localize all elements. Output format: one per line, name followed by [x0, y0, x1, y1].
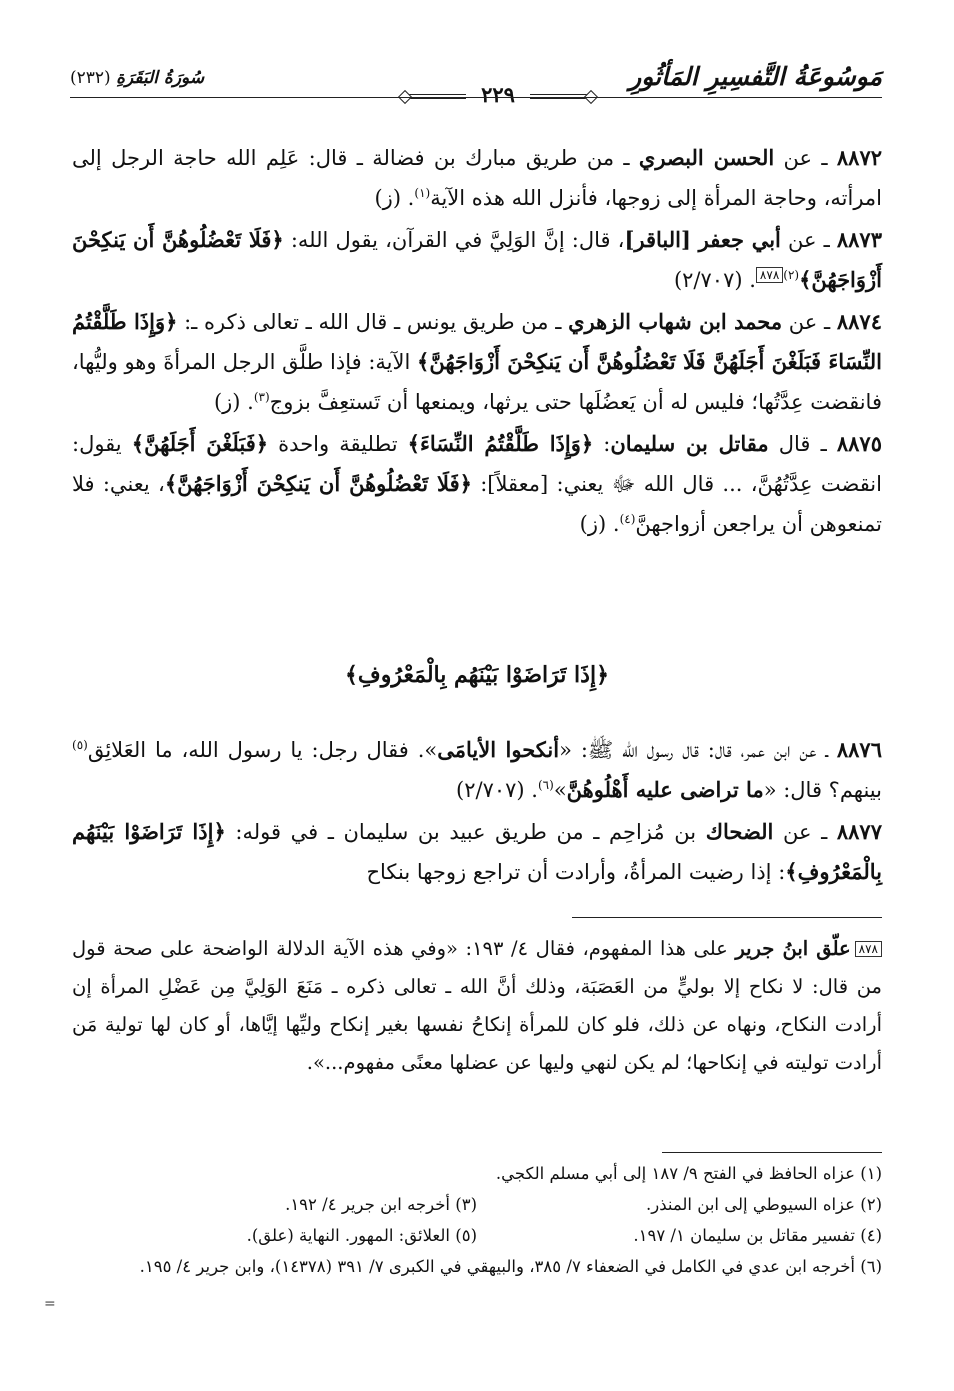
narration-text: : إذا رضيت المرأةُ، وأرادت أن تراجع زوجها بنكاح [366, 860, 786, 884]
narration-text: الآية: فإذا طلَّق الرجل المرأةَ وهو وليُّها، فانقضت عِدَّتُها؛ فليس له أن يَعضُلَها حتى يرثها، ويمنعها أن تَستعِفَّ بزوج [72, 350, 882, 414]
footnotes [72, 1158, 882, 1282]
narration-text: ـ عن [774, 146, 837, 170]
narration-text: ـ عن ابن عمر، قال: قال رسول الله ﷺ: « [559, 738, 837, 762]
narration-text: ، يعني: فلا تمنعوهن أن يراجعن أزواجهنَّ [72, 472, 882, 536]
margin-mark: = [44, 1296, 56, 1312]
main-text-continued [72, 730, 882, 894]
narration-8873 [72, 220, 882, 300]
narration-text: ـ قال [768, 432, 837, 456]
commentary-ref[interactable]: ٨٧٨ [756, 267, 783, 283]
ayah-range: (٢٣٢) [70, 68, 111, 88]
page-number: ٢٢٩ [470, 82, 526, 107]
footnote-row [72, 1220, 882, 1251]
narrator-name: الضحاك [705, 819, 774, 844]
narration-end: . (ز) [374, 186, 415, 210]
footnote-row [72, 1189, 882, 1220]
commentary-number: ٨٧٨ [855, 941, 882, 957]
footnote-ref[interactable]: (٣) [253, 390, 270, 404]
quran-quote: ﴿فَبَلَغْنَ أَجَلَهُنَّ﴾ [131, 431, 269, 456]
narration-text: : [593, 432, 611, 456]
quran-quote: ﴿فَلَا تَعْضُلُوهُنَّ أَن يَنكِحْنَ أَزْوَاجَهُنَّ﴾ [164, 471, 472, 496]
narration-8874 [72, 302, 882, 422]
narration-end: . (ز) [213, 390, 254, 414]
volume-reference: (٢/٧٠٧) [673, 268, 743, 292]
narration-text: ـ عن [773, 820, 837, 844]
narrator-name: الحسن البصري [638, 145, 775, 170]
narration-text: بن مُزاحِم ـ من طريق عبيد بن سليمان ـ في قوله: [225, 820, 706, 844]
footnote-ref[interactable]: (٦) [537, 778, 554, 792]
narration-text: ـ من طريق يونس ـ قال الله ـ تعالى ذكره ـ: [177, 310, 569, 334]
main-text [72, 138, 882, 546]
narration-number: ٨٨٧٤ [836, 309, 882, 334]
verse-heading: ﴿إِذَا تَرَاضَوْا بَيْنَهُم بِالْمَعْرُوفِ﴾ [345, 662, 609, 688]
hadith-quote: ما تراضى عليه أَهْلُوهُنَّ [566, 777, 764, 802]
commentary-rule [572, 917, 882, 918]
narrator-name: محمد ابن شهاب الزهري [568, 309, 783, 334]
footnotes-rule [662, 1152, 882, 1153]
narration-text: يقول: انقضت عِدَّتُهُنَّ، ... قال الله ﷻ يعني: [معقلاً]: [72, 432, 882, 496]
commentator-name: علّق ابنُ جرير [735, 937, 851, 960]
quran-quote: ﴿وَإِذَا طَلَّقْتُمُ النِّسَاءَ﴾ [407, 431, 594, 456]
narration-text: ـ عن [782, 310, 837, 334]
narrator-name: مقاتل بن سليمان [610, 431, 769, 456]
footnote-2: (٢) عزاه السيوطي إلى ابن المنذر. [646, 1195, 882, 1214]
narration-text: ـ عن [780, 228, 837, 252]
quran-quote: ﴿إِذَا تَرَاضَوْا بَيْنَهُم بِالْمَعْرُوفِ﴾ [72, 819, 882, 884]
footnote-row [72, 1158, 882, 1189]
footnote-ref[interactable]: (٥) [72, 738, 88, 752]
surah-name: سُورَةُ البَقَرَةِ [116, 68, 205, 88]
narration-text: بينهم؟ قال: « [763, 778, 882, 802]
footnote-4: (٤) تفسير مقاتل بن سليمان ١/ ١٩٧. [633, 1226, 882, 1245]
narration-end: . [742, 268, 756, 292]
footnote-3: (٣) أخرجه ابن جرير ٤/ ١٩٢. [285, 1195, 477, 1214]
commentary-block [72, 930, 882, 1082]
footnote-ref[interactable]: (٤) [619, 512, 636, 526]
footnote-ref[interactable]: (٢) [783, 268, 800, 282]
footnote-ref[interactable]: (١) [414, 186, 431, 200]
commentary-text: على هذا المفهوم، فقال ٤/ ١٩٣: «وفي هذه الآية الدلالة الواضحة على صحة قول من قال: لا نكاح إلا بوليٍّ من العَصَبَة، وذلك أنَّ الله ـ تعالى ذكره ـ مَنَعَ الوَلِيَّ مِن عَضْلِ المرأة إن أرادت النكاح، ونهاه عن ذلك، فلو كان للمرأة إنكاحُ نفسها بغير إنكاح وليِّها إيَّاها، أو كان لها تولية مَن أرادت توليته في إنكاحها؛ لم يكن لنهي وليها عن عضلها معنًى مفهوم...». [72, 937, 882, 1074]
narration-8875 [72, 424, 882, 544]
narration-end: . (ز) [579, 512, 620, 536]
narration-8877 [72, 812, 882, 892]
narration-text: ». فقال رجل: يا رسول الله، ما العَلائِق [87, 738, 438, 762]
page-header [70, 62, 882, 120]
narration-8876 [72, 730, 882, 810]
narration-number: ٨٨٧٣ [836, 227, 882, 252]
narration-text: تطليقة واحدة [268, 432, 408, 456]
narration-text: ـ من طريق مبارك بن فضالة ـ قال: عَلِم الله حاجة الرجل إلى امرأته، وحاجة المرأة إلى زوجها، فأنزل الله هذه الآية [72, 146, 882, 210]
quran-quote: ﴿فَلَا تَعْضُلُوهُنَّ أَن يَنكِحْنَ أَزْوَاجَهُنَّ﴾ [72, 227, 882, 292]
volume-reference: (٢/٧٠٧) [456, 778, 525, 802]
narration-number: ٨٨٧٦ [836, 737, 882, 762]
narration-text: ، قال: إنَّ الوَلِيَّ في القرآن، يقول الله: [283, 228, 625, 252]
hadith-quote: أنكحوا الأيامَى [437, 737, 560, 762]
narration-text: » [553, 778, 567, 802]
narrator-name: أبي جعفر [الباقر] [624, 227, 781, 252]
narration-number: ٨٨٧٧ [836, 819, 882, 844]
header-rule [70, 97, 882, 98]
surah-label [70, 68, 204, 88]
narration-end: . [524, 778, 538, 802]
book-title: مَوسُوعَةُ التَّفسِيرِ المَأثُورِ [629, 62, 882, 91]
footnote-1: (١) عزاه الحافظ في الفتح ٩/ ١٨٧ إلى أبي مسلم الكجي. [495, 1164, 882, 1183]
narration-8872 [72, 138, 882, 218]
footnote-6: (٦) أخرجه ابن عدي في الكامل في الضعفاء ٧/ ٣٨٥، والبيهقي في الكبرى ٧/ ٣٩١ (١٤٣٧٨)، وابن جرير ٤/ ١٩٥. [139, 1257, 882, 1276]
narration-number: ٨٨٧٢ [836, 145, 883, 170]
narration-number: ٨٨٧٥ [836, 431, 882, 456]
footnote-5: (٥) العلائق: المهور. النهاية (علق). [246, 1226, 477, 1245]
quran-quote: ﴿وَإِذَا طَلَّقْتُمُ النِّسَاءَ فَبَلَغْنَ أَجَلَهُنَّ فَلَا تَعْضُلُوهُنَّ أَن يَنكِحْنَ أَزْوَاجَهُنَّ﴾ [72, 309, 882, 374]
